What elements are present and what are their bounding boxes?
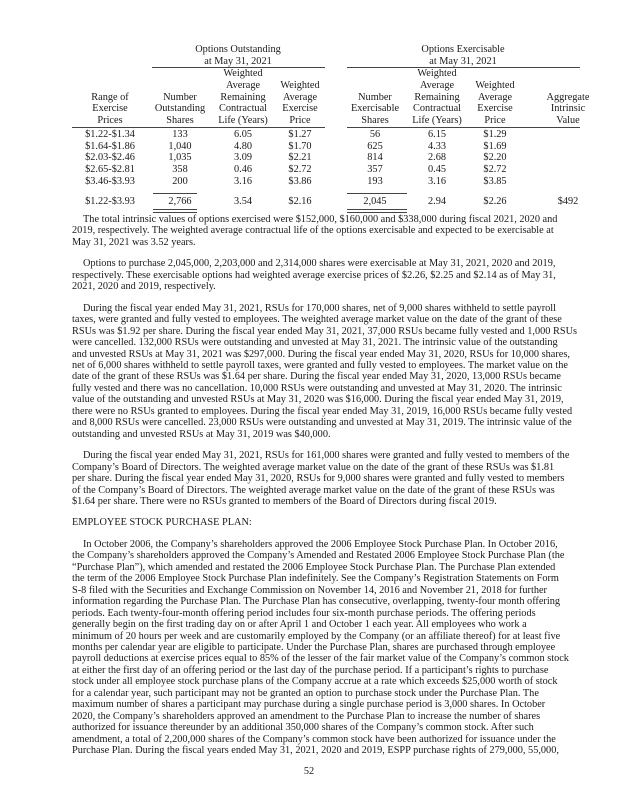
table-cell: $3.46-$3.93 [85, 175, 135, 187]
column-header: Number [163, 91, 197, 103]
text-line: 2019, respectively. The weighted average contractual life of the options exercisable and expected to be exercisable at [72, 225, 554, 237]
document-body [72, 214, 578, 766]
table-cell: 193 [367, 175, 383, 187]
table-cell: 3.09 [233, 152, 253, 164]
text-line: net of 6,000 shares withheld to settle payroll taxes, were granted and fully vested to employees. The market value on the [72, 359, 568, 371]
text-line: payroll deductions at exercise prices equal to 85% of the lesser of the fair market value of the Company’s common stock [72, 653, 569, 665]
column-header: Average [419, 79, 455, 91]
table-cell: 1,040 [168, 140, 192, 152]
table-cell: 3.16 [427, 175, 447, 187]
paragraph [72, 450, 570, 507]
text-line: taxes, were granted and fully vested to employees. The weighted average market value on the date of the grant of these [72, 314, 562, 326]
group-header-exercisable-date: at May 31, 2021 [429, 55, 497, 67]
column-header: Average [477, 91, 513, 103]
text-line: 2020, the Company’s shareholders approved an amendment to the Purchase Plan to increase the number of shares [72, 710, 541, 722]
group-header-exercisable: Options Exercisable [421, 44, 505, 55]
text-line: S-8 filed with the Securities and Exchange Commission on November 14, 2016 and November 21, 2018 for further [72, 584, 547, 596]
text-line: information regarding the Purchase Plan. The Purchase Plan has consecutive, overlapping, twenty-four month offering [72, 596, 561, 608]
text-line: Purchase Plan. During the fiscal years ended May 31, 2021, 2020 and 2019, ESPP purchase rights of 279,000, 55,000, [72, 745, 559, 757]
table-cell: 357 [367, 164, 383, 176]
text-line: generally begin on the first trading day on or after April 1 and October 1 each year. All employees who work a [72, 619, 527, 631]
column-header: Remaining [220, 91, 266, 103]
text-line: maximum number of shares a participant may purchase during a single purchase period is 3,000 shares. In October [72, 699, 546, 711]
text-line: RSUs was $1.92 per share. During the fiscal year ended May 31, 2021, 37,000 RSUs became fully vested and 1,000 RSUs [72, 325, 578, 337]
text-line: at either the first day of an offering period or the last day of the purchase period. If a participant’s rights to purchase [72, 664, 549, 676]
total-cell: $492 [557, 196, 579, 207]
column-header: Intrinsic [550, 103, 586, 115]
column-header: Average [282, 91, 318, 103]
text-line: and 8,000 RSUs were cancelled. 23,000 RSUs were outstanding and unvested at May 31, 2019. The intrinsic value of the [72, 417, 572, 429]
text-line: Company’s Board of Directors. The weighted average market value on the date of the grant of these RSUs was $1.81 [72, 461, 555, 473]
text-line: value of the outstanding and unvested RSUs at May 31, 2020 was $16,000. During the fiscal year ended May 31, 2019, [72, 394, 564, 406]
column-header: Contractual [412, 103, 462, 115]
table-cell: 3.16 [233, 175, 253, 187]
table-cell: 2.68 [427, 152, 447, 164]
total-double-rule-exercisable [347, 209, 407, 213]
column-header: Range of [91, 91, 129, 103]
table-cell: $2.03-$2.46 [85, 152, 135, 164]
total-cell: $2.26 [483, 196, 507, 207]
espp-paragraph [72, 538, 569, 757]
text-line: During the fiscal year ended May 31, 2021, RSUs for 161,000 shares were granted and fully vested to members of the [83, 450, 570, 462]
text-line: May 31, 2021 was 3.52 years. [72, 236, 196, 248]
page-number: 52 [303, 766, 315, 777]
column-header: Weighted [280, 79, 320, 91]
column-header: Weighted [475, 79, 515, 91]
table-cell: $3.86 [288, 175, 312, 187]
text-line: $1.64 per share. There were no RSUs granted to members of the Board of Directors during fiscal 2019. [72, 495, 497, 507]
text-line: 2021, 2020 and 2019, respectively. [72, 281, 216, 293]
text-line: The total intrinsic values of options exercised were $152,000, $160,000 and $338,000 during fiscal 2021, 2020 and [83, 214, 558, 225]
paragraph [72, 302, 578, 440]
table-cell: $1.70 [288, 140, 312, 152]
paragraph [72, 214, 558, 248]
table-cell: $3.85 [483, 175, 507, 187]
total-cell: 3.54 [233, 196, 253, 207]
table-cell: $1.69 [483, 140, 507, 152]
text-line: and unvested RSUs at May 31, 2021 was $297,000. During the fiscal year ended May 31, 2020, RSUs for 10,000 shares, [72, 348, 570, 360]
table-cell: $1.29 [483, 129, 507, 140]
text-line: the term of the 2006 Employee Stock Purchase Plan indefinitely. See the Company’s Registration Statements on Form [72, 573, 559, 585]
column-header: Number [358, 91, 392, 103]
table-cell: 200 [172, 175, 188, 187]
table-cell: $1.27 [288, 129, 312, 140]
table-cell: 1,035 [168, 152, 192, 164]
column-header: Shares [166, 115, 194, 126]
column-header: Exercisable [350, 103, 400, 115]
column-header: Value [556, 115, 580, 126]
column-header: Aggregate [546, 91, 590, 103]
total-rule-exercisable [347, 193, 407, 194]
table-cell: $2.65-$2.81 [85, 164, 135, 176]
column-header: Prices [97, 115, 123, 126]
text-line: for a calendar year, such participant may not be granted an option to purchase stock under the Purchase Plan. The [72, 687, 539, 699]
column-header: Price [484, 115, 506, 126]
table-cell: $1.22-$1.34 [85, 129, 135, 140]
text-line: Options to purchase 2,045,000, 2,203,000 and 2,314,000 shares were exercisable at May 31, 2021, 2020 and 2019, [83, 258, 556, 270]
table-cell: $2.72 [483, 164, 507, 176]
text-line: “Purchase Plan”), which amended and restated the 2006 Employee Stock Purchase Plan. The Purchase Plan extended [72, 561, 556, 573]
column-header: Average [225, 79, 261, 91]
total-cell: $1.22-$3.93 [85, 196, 135, 207]
table-cell: 4.33 [427, 140, 447, 152]
table-cell: 6.05 [233, 129, 253, 140]
table-cell: $2.72 [288, 164, 312, 176]
table-cell: 0.45 [427, 164, 447, 176]
table-cell: 4.80 [233, 140, 253, 152]
text-line: stock under all employee stock purchase plans of the Company accrue at a rate which exceeds $25,000 worth of stock [72, 676, 558, 688]
text-line: periods. Each twenty-four-month offering period includes four six-month purchase periods. The offering periods [72, 607, 536, 619]
total-cell: 2,045 [363, 196, 387, 207]
table-cell: 133 [172, 129, 188, 140]
text-line: were cancelled. 132,000 RSUs were outstanding and unvested at May 31, 2021. The intrinsic value of the outstanding [72, 337, 558, 349]
column-header: Shares [361, 115, 389, 126]
column-header: Contractual [218, 103, 268, 115]
text-line: months per calendar year are eligible to participate. Under the Purchase Plan, shares are purchased through employee [72, 641, 556, 653]
column-header: Exercise [477, 103, 513, 115]
group-rule-exercisable [347, 67, 580, 68]
table-cell: 56 [369, 129, 381, 140]
text-line: there were no RSUs granted to employees. During the fiscal year ended May 31, 2019, 16,000 RSUs became fully vested [72, 405, 573, 417]
text-line: of the Company’s Board of Directors. The weighted average market value on the date of the grant of these RSUs was [72, 484, 555, 496]
group-header-outstanding: Options Outstanding [195, 44, 281, 55]
total-cell: $2.16 [288, 196, 312, 207]
section-heading: EMPLOYEE STOCK PURCHASE PLAN: [72, 517, 252, 529]
total-cell: 2.94 [427, 196, 447, 207]
column-header: Weighted [417, 68, 457, 80]
text-line: the Company’s shareholders approved the Company’s Amended and Restated 2006 Employee Stock Purchase Plan (the [72, 550, 565, 562]
table-cell: 6.15 [427, 129, 447, 140]
column-header: Life (Years) [412, 115, 462, 126]
column-header: Weighted [223, 68, 263, 80]
column-header: Exercise [92, 103, 128, 115]
text-line: minimum of 20 hours per week and are customarily employed by the Company (or an affiliate thereof) for at least five [72, 630, 561, 642]
column-header: Remaining [414, 91, 460, 103]
total-cell: 2,766 [168, 196, 192, 207]
text-line: respectively. These exercisable options had weighted average exercise prices of $2.26, $2.25 and $2.14 as of May 31, [72, 269, 556, 281]
table-cell: 358 [172, 164, 188, 176]
text-line: authorized for issuance thereunder by an additional 350,000 shares of the Company’s common stock. After such [72, 722, 534, 734]
table-cell: 814 [367, 152, 383, 164]
table-cell: 0.46 [233, 164, 253, 176]
total-rule-outstanding [153, 193, 197, 194]
paragraph [72, 258, 556, 293]
text-line: amendment, a total of 2,200,000 shares of the Company’s common stock have been authorized for issuance under the [72, 733, 556, 745]
text-line: fully vested and there was no cancellation. 10,000 RSUs were outstanding and unvested at May 31, 2020. The intrinsic [72, 382, 562, 394]
group-header-outstanding-date: at May 31, 2021 [204, 55, 272, 67]
column-header: Life (Years) [218, 115, 268, 126]
text-line: date of the grant of these RSUs was $1.64 per share. During the fiscal year ended May 31, 2020, 13,000 RSUs became [72, 371, 561, 383]
text-line: In October 2006, the Company’s shareholders approved the 2006 Employee Stock Purchase Plan. In October 2016, [83, 538, 558, 550]
options-table [0, 0, 618, 214]
table-cell: 625 [367, 140, 383, 152]
text-line: outstanding and unvested RSUs at May 31, 2019 was $40,000. [72, 428, 331, 440]
header-rule-left [72, 127, 325, 128]
table-cell: $2.21 [288, 152, 312, 164]
table-cell: $1.64-$1.86 [85, 140, 135, 152]
table-cell: $2.20 [483, 152, 507, 164]
column-header: Outstanding [154, 103, 206, 115]
text-line: per share. During the fiscal year ended May 31, 2020, RSUs for 9,000 shares were granted and fully vested to members [72, 473, 565, 485]
total-double-rule-outstanding [153, 209, 197, 213]
column-header: Price [289, 115, 311, 126]
header-rule-right [347, 127, 580, 128]
text-line: During the fiscal year ended May 31, 2021, RSUs for 170,000 shares, net of 9,000 shares withheld to settle payroll [83, 302, 556, 314]
column-header: Exercise [282, 103, 318, 115]
